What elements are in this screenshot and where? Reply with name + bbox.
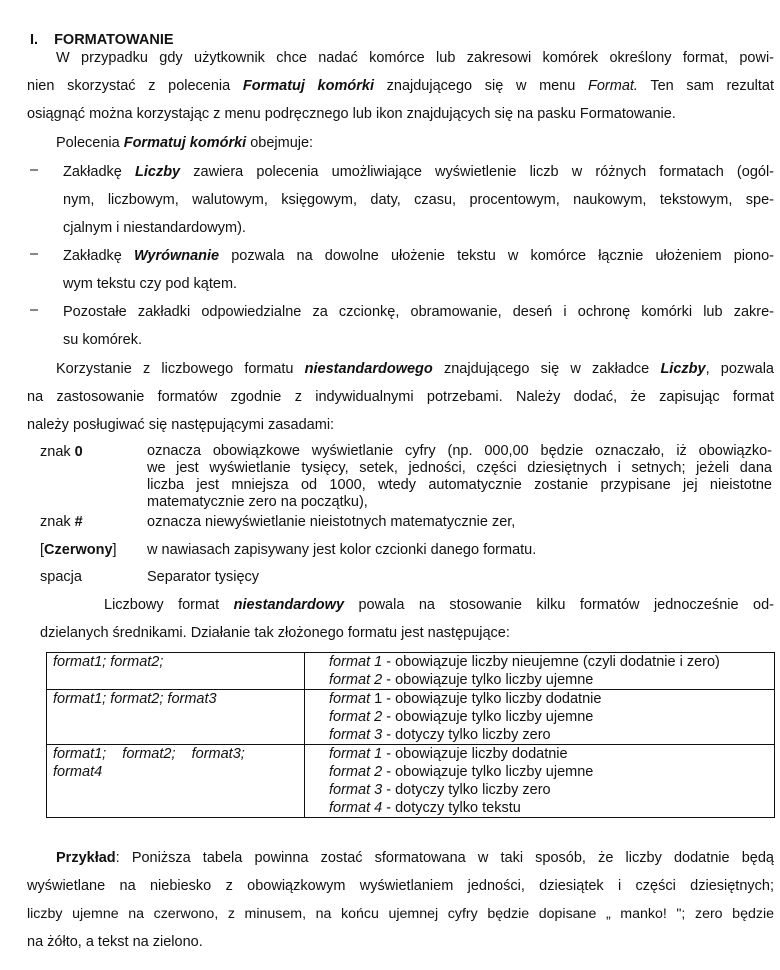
przyklad-line-1: Przykład: Poniższa tabela powinna zostać sformatowana w taki sposób, że liczby dodatnie będą	[56, 850, 774, 866]
rule-term: spacja	[40, 569, 82, 585]
korzystanie-line-2: na zastosowanie formatów zgodnie z indywidualnymi potrzebami. Należy dodać, że zapisując format	[27, 389, 774, 405]
intro-line-2: nien skorzystać z polecenia Formatuj komórki znajdującego się w menu Format. Ten sam rezultat	[27, 78, 775, 94]
rule-term: znak 0	[40, 444, 83, 460]
korzystanie-line-1: Korzystanie z liczbowego formatu niestandardowego znajdującego się w zakładce Liczby, pozwala	[56, 361, 774, 377]
table-cell: format1; format2; format3; format4	[47, 745, 305, 818]
bullet-2-line-2: wym tekstu czy pod kątem.	[63, 276, 238, 292]
table-row	[47, 690, 775, 745]
liczbowy-line-2: dzielanych średnikami. Działanie tak złożonego formatu jest następujące:	[40, 625, 510, 641]
format-table	[46, 652, 775, 818]
rule-description: oznacza obowiązkowe wyświetlanie cyfry (np. 000,00 będzie oznaczało, iż obowiązko- we jest wyświetlanie tysięcy, setek, jedności, części dziesiętnych i setnych; jeżeli dana liczba jest mniejsza od 1000, wtedy automatycznie zostanie przypisane jej nieistotne matematycznie zero na początku),	[147, 443, 772, 510]
table-row	[47, 745, 775, 818]
bullet-dash: –	[30, 162, 39, 178]
przyklad-line-3: liczby ujemne na czerwono, z minusem, na końcu ujemnej cyfry będzie dopisane „ manko! "; zero będzie	[27, 906, 774, 922]
bullet-1-line-2: nym, liczbowym, walutowym, księgowym, daty, czasu, procentowym, naukowym, tekstowym, spe-	[63, 192, 774, 208]
intro-line-3: osiągnąć można korzystając z menu podręcznego lub ikon znajdujących się na pasku Formatowanie.	[27, 106, 676, 122]
bullet-1-line-1: Zakładkę Liczby zawiera polecenia umożliwiające wyświetlenie liczb w różnych formatach (ogól-	[63, 164, 774, 180]
intro-line-1: W przypadku gdy użytkownik chce nadać komórce lub zakresowi komórek określony format, powi-	[56, 50, 774, 66]
przyklad-line-4: na żółto, a tekst na zielono.	[27, 934, 203, 950]
table-cell: format 1 - obowiązuje tylko liczby dodatnie format 2 - obowiązuje tylko liczby ujemne format 3 - dotyczy tylko liczby zero	[305, 690, 775, 745]
bullet-dash: –	[30, 302, 39, 318]
bullet-3-line-2: su komórek.	[63, 332, 142, 348]
bullet-3-line-1: Pozostałe zakładki odpowiedzialne za czcionkę, obramowanie, deseń i ochronę komórki lub zakre-	[63, 304, 774, 320]
bullet-1-line-3: cjalnym i niestandardowym).	[63, 220, 246, 236]
rule-description: Separator tysięcy	[147, 569, 260, 585]
section-heading: I. FORMATOWANIE	[30, 32, 174, 48]
rule-term: znak #	[40, 514, 83, 530]
korzystanie-line-3: należy posługiwać się następującymi zasadami:	[27, 417, 335, 433]
polecenia-line: Polecenia Formatuj komórki obejmuje:	[56, 135, 314, 151]
przyklad-line-2: wyświetlane na niebiesko z obowiązkowym wyświetlaniem jedności, dziesiątek i części dziesiętnych;	[27, 878, 774, 894]
rule-description: oznacza niewyświetlanie nieistotnych matematycznie zer,	[147, 514, 516, 530]
rule-term: [Czerwony]	[40, 542, 117, 558]
table-row	[47, 653, 775, 690]
table-cell: format1; format2;	[47, 653, 305, 690]
rule-description: w nawiasach zapisywany jest kolor czcionki danego formatu.	[147, 542, 537, 558]
bullet-dash: –	[30, 246, 39, 262]
bullet-2-line-1: Zakładkę Wyrównanie pozwala na dowolne ułożenie tekstu w komórce łącznie ułożeniem piono-	[63, 248, 774, 264]
table-cell: format 1 - obowiązuje liczby nieujemne (czyli dodatnie i zero) format 2 - obowiązuje tylko liczby ujemne	[305, 653, 775, 690]
table-cell: format 1 - obowiązuje liczby dodatnie format 2 - obowiązuje tylko liczby ujemne format 3 - dotyczy tylko liczby zero format 4 - dotyczy tylko tekstu	[305, 745, 775, 818]
liczbowy-line-1: Liczbowy format niestandardowy powala na stosowanie kilku formatów jednocześnie od-	[104, 597, 774, 613]
table-cell: format1; format2; format3	[47, 690, 305, 745]
